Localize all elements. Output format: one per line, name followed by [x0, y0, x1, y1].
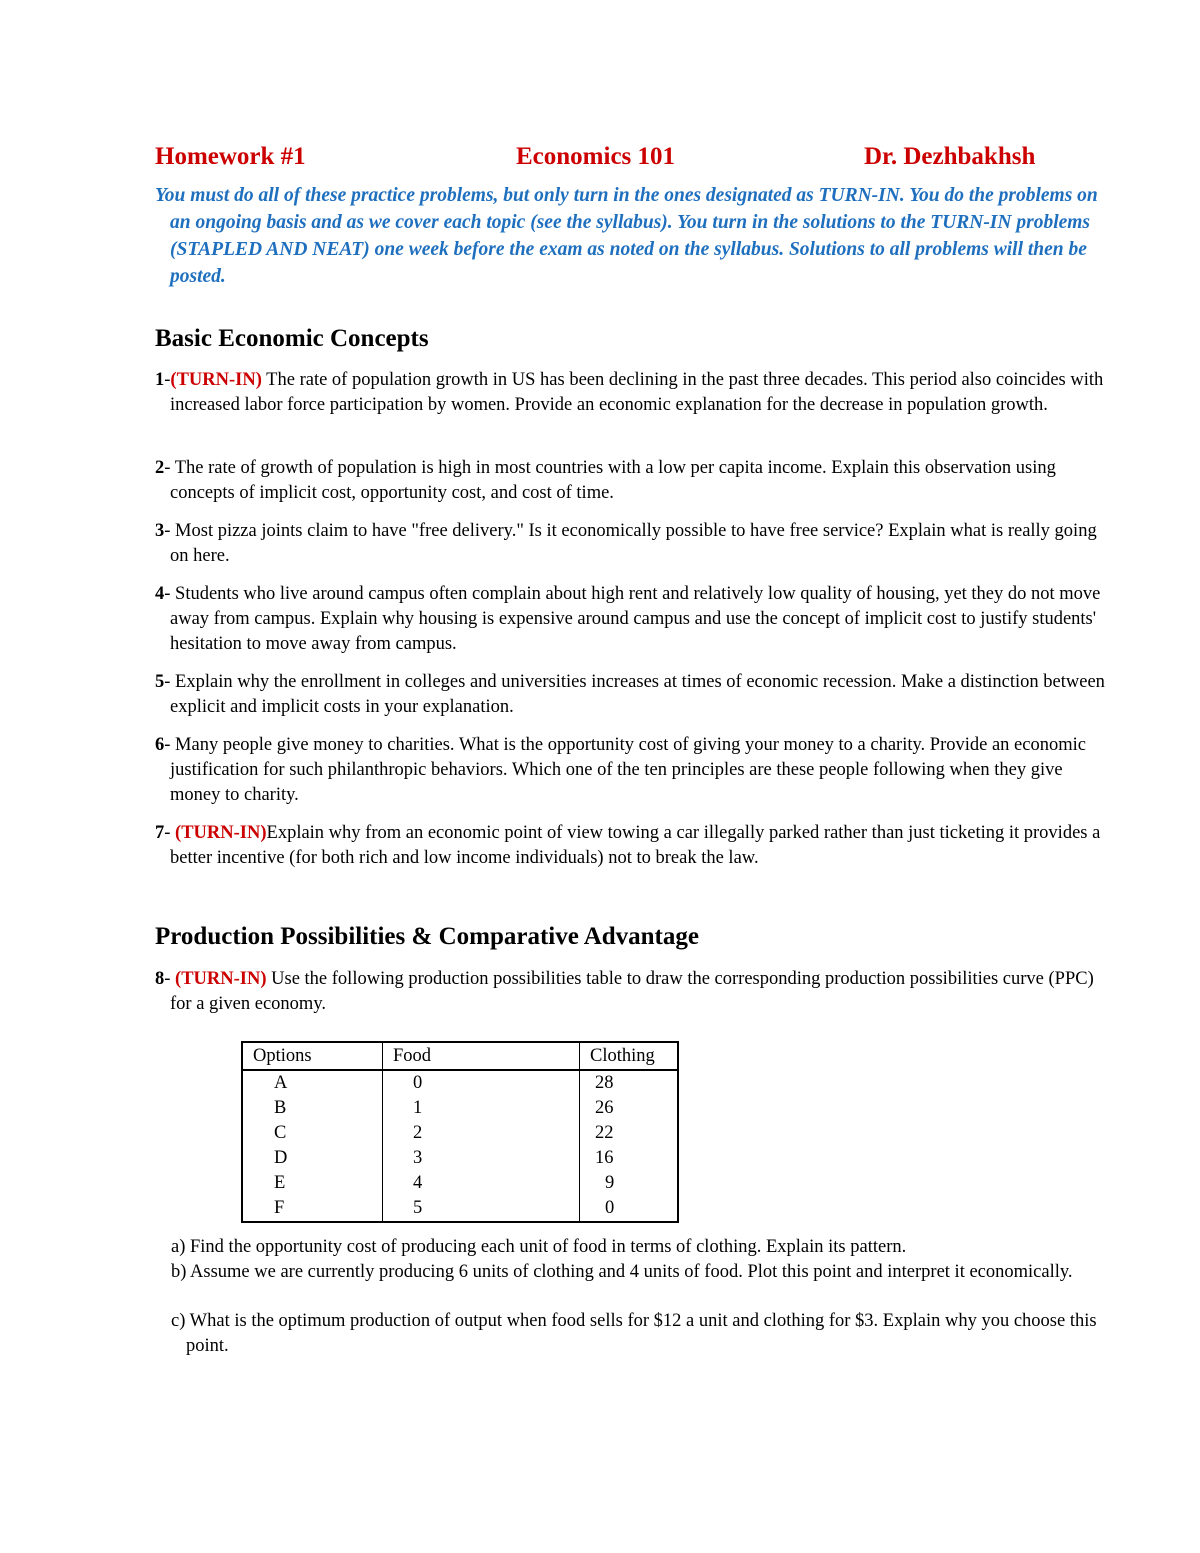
clothing-cell: 0 — [605, 1198, 615, 1218]
option-cell: E — [242, 1171, 383, 1196]
question-separator: - — [164, 823, 176, 843]
question-1 — [155, 368, 1105, 418]
table-row — [242, 1096, 678, 1121]
question-text: Students who live around campus often complain about high rent and relatively low quality of housing, yet they do not move away from campus. Explain why housing is expensive around campus and use the concept of implicit cost to justify students' hesitation to move away from campus. — [170, 584, 1101, 654]
question-separator: - — [164, 584, 176, 604]
question-separator: - — [164, 521, 176, 541]
question-number: 2 — [155, 458, 165, 478]
section-heading-production-possibilities: Production Possibilities & Comparative Advantage — [155, 923, 699, 950]
clothing-cell: 28 — [595, 1073, 614, 1093]
column-header-food: Food — [383, 1042, 580, 1070]
section-heading-basic-concepts: Basic Economic Concepts — [155, 325, 429, 352]
question-number: 8 — [155, 969, 165, 989]
instructor-name: Dr. Dezhbakhsh — [864, 143, 1036, 170]
course-title: Economics 101 — [516, 143, 676, 170]
turn-in-tag: (TURN-IN) — [170, 370, 262, 390]
question-number: 7 — [155, 823, 165, 843]
table-row — [242, 1171, 678, 1196]
question-separator: - — [164, 458, 175, 478]
question-7 — [155, 821, 1105, 871]
table-row — [242, 1070, 678, 1096]
turn-in-tag: (TURN-IN) — [175, 969, 267, 989]
question-text: Use the following production possibilities table to draw the corresponding production possibilities curve (PPC) for a given economy. — [170, 969, 1094, 1014]
question-8-part-a: a) Find the opportunity cost of producing each unit of food in terms of clothing. Explain its pattern. — [171, 1237, 907, 1257]
food-cell: 5 — [383, 1196, 580, 1222]
instructions-paragraph: You must do all of these practice problems, but only turn in the ones designated as TURN-IN. You do the problems on an ongoing basis and as we cover each topic (see the syllabus). You turn in the solutions to the TURN-IN problems (STAPLED AND NEAT) one week before the exam as noted on the syllabus. Solutions to all problems will then be posted. — [155, 185, 1098, 287]
question-5 — [155, 670, 1105, 720]
question-separator: - — [164, 969, 176, 989]
question-number: 3 — [155, 521, 165, 541]
food-cell: 2 — [383, 1121, 580, 1146]
turn-in-tag: (TURN-IN) — [175, 823, 267, 843]
question-4 — [155, 582, 1105, 657]
question-text: Most pizza joints claim to have "free delivery." Is it economically possible to have free service? Explain what is really going on here. — [170, 521, 1097, 566]
column-header-options: Options — [242, 1042, 383, 1070]
production-possibilities-table — [241, 1041, 679, 1223]
question-8-part-c: c) What is the optimum production of output when food sells for $12 a unit and clothing for $3. Explain why you choose this point. — [171, 1311, 1097, 1356]
clothing-cell: 16 — [595, 1148, 614, 1168]
table-row — [242, 1146, 678, 1171]
question-8-part-b: b) Assume we are currently producing 6 units of clothing and 4 units of food. Plot this point and interpret it economically. — [171, 1262, 1073, 1282]
question-separator: - — [164, 672, 176, 692]
food-cell: 4 — [383, 1171, 580, 1196]
clothing-cell: 22 — [595, 1123, 614, 1143]
question-6 — [155, 733, 1105, 808]
table-header-row — [242, 1042, 678, 1070]
option-cell: F — [242, 1196, 383, 1222]
question-number: 6 — [155, 735, 165, 755]
food-cell: 1 — [383, 1096, 580, 1121]
food-cell: 0 — [383, 1070, 580, 1096]
option-cell: B — [242, 1096, 383, 1121]
question-3 — [155, 519, 1105, 569]
option-cell: D — [242, 1146, 383, 1171]
question-number: 5 — [155, 672, 165, 692]
table-row — [242, 1196, 678, 1222]
question-text: Many people give money to charities. What is the opportunity cost of giving your money to a charity. Provide an economic justification for such philanthropic behaviors. Which one of the ten principles are these people following when they give money to charity. — [170, 735, 1086, 805]
question-number: 1 — [155, 370, 165, 390]
option-cell: A — [242, 1070, 383, 1096]
column-header-clothing: Clothing — [580, 1042, 679, 1070]
question-8 — [155, 967, 1105, 1017]
question-text: Explain why from an economic point of view towing a car illegally parked rather than just ticketing it provides a better incentive (for both rich and low income individuals) not to break the law. — [170, 823, 1101, 868]
clothing-cell: 26 — [595, 1098, 614, 1118]
question-text: The rate of population growth in US has been declining in the past three decades. This period also coincides with increased labor force participation by women. Provide an economic explanation for the decrease in population growth. — [170, 370, 1104, 415]
table-row — [242, 1121, 678, 1146]
question-text: The rate of growth of population is high in most countries with a low per capita income. Explain this observation using concepts of implicit cost, opportunity cost, and cost of time. — [170, 458, 1056, 503]
food-cell: 3 — [383, 1146, 580, 1171]
clothing-cell: 9 — [605, 1173, 615, 1193]
question-2 — [155, 456, 1105, 506]
question-number: 4 — [155, 584, 165, 604]
homework-title: Homework #1 — [155, 143, 306, 170]
question-separator: - — [164, 735, 176, 755]
option-cell: C — [242, 1121, 383, 1146]
question-separator: - — [164, 370, 171, 390]
question-text: Explain why the enrollment in colleges and universities increases at times of economic recession. Make a distinction between explicit and implicit costs in your explanation. — [170, 672, 1105, 717]
